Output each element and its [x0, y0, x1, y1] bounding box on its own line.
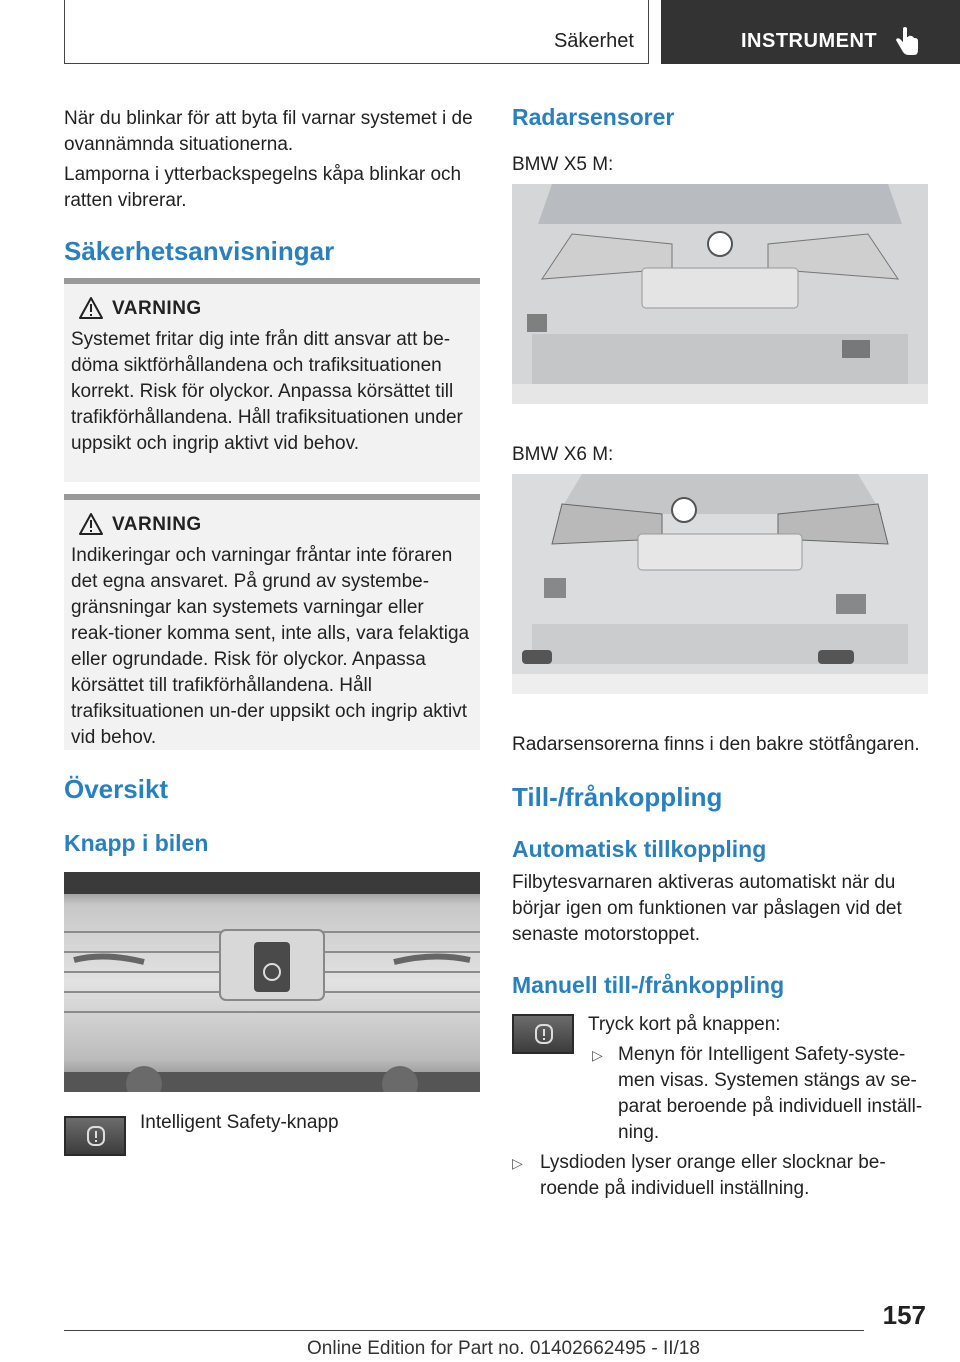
safety-button-image: [64, 1116, 126, 1156]
intro-paragraph-1: När du blinkar för att byta fil varnar systemet i de ovannämnda situationerna.: [64, 108, 473, 155]
header-section-label: Säkerhet: [553, 30, 634, 52]
auto-heading: Automatisk tillkoppling: [512, 836, 767, 862]
auto-text: Filbytesvarnaren aktiveras automatiskt när du börjar igen om funktionen var påslagen vid det senaste motorstoppet.: [512, 872, 902, 945]
bmw-x6-rear-photo: [512, 474, 928, 694]
warning-triangle-icon: [78, 296, 104, 320]
intro-paragraph-2: Lamporna i ytterbackspegelns kåpa blinkar och ratten vibrerar.: [64, 164, 462, 211]
warning-triangle-icon: [78, 512, 104, 536]
toggle-heading: Till-/frånkoppling: [512, 782, 723, 812]
warning-title-1: VARNING: [112, 298, 202, 319]
x5-label: BMW X5 M:: [512, 154, 614, 175]
safety-heading: Säkerhetsanvisningar: [64, 236, 335, 266]
manual-step: Tryck kort på knappen:: [588, 1014, 781, 1035]
radar-text: Radarsensorerna finns i den bakre stötfångaren.: [512, 734, 920, 755]
footer-edition: Online Edition for Part no. 01402662495 - II/18: [307, 1338, 700, 1359]
overview-heading: Översikt: [64, 774, 169, 804]
bullet-item-1: [592, 1042, 928, 1146]
warning-title-2: VARNING: [112, 514, 202, 535]
page-number: 157: [882, 1300, 926, 1330]
hand-pointer-icon: [894, 26, 920, 56]
bmw-x5-rear-photo: [512, 184, 928, 404]
safety-button-image-2: [512, 1014, 574, 1054]
bullet-text-2: Lysdioden lyser orange eller slocknar be-roende på individuell inställning.: [540, 1152, 886, 1199]
button-caption: Intelligent Safety-knapp: [140, 1112, 339, 1133]
triangle-bullet-icon: ▷: [512, 1155, 523, 1171]
warning-text-2: Indikeringar och varningar fråntar inte föraren det egna ansvaret. På grund av systembe-gränsningar kan systemets varningar eller reak-tioner komma sent, inte alls, vara felaktiga eller ogrundade. Risk för olyckor. Anpassa körsättet till trafikförhållandena. Håll trafiksituationen un-der uppsikt och ingrip aktivt vid behov.: [71, 545, 470, 748]
footer-divider: [64, 1330, 864, 1331]
intelligent-safety-icon: [533, 1023, 555, 1045]
button-heading: Knapp i bilen: [64, 830, 209, 856]
dashboard-button-photo: [64, 872, 480, 1092]
warning-box-2: [64, 494, 480, 750]
triangle-bullet-icon: ▷: [592, 1047, 603, 1063]
x6-label: BMW X6 M:: [512, 444, 614, 465]
header-chapter-label: INSTRUMENT: [741, 30, 878, 52]
intelligent-safety-icon: [85, 1125, 107, 1147]
radar-heading: Radarsensorer: [512, 104, 675, 130]
bullet-text-1: Menyn för Intelligent Safety-syste-men visas. Systemen stängs av se-parat beroende på individuell inställ-ning.: [618, 1044, 923, 1143]
header-section-tab: [64, 0, 649, 64]
bullet-item-2: [512, 1150, 928, 1202]
warning-text-1: Systemet fritar dig inte från ditt ansvar att be-döma siktförhållandena och trafiksituationen korrekt. Risk för olyckor. Anpassa körsättet till trafikförhållandena. Håll trafiksituationen under uppsikt och ingrip aktivt vid behov.: [71, 329, 463, 454]
warning-box-1: [64, 278, 480, 482]
manual-heading: Manuell till-/frånkoppling: [512, 972, 785, 998]
